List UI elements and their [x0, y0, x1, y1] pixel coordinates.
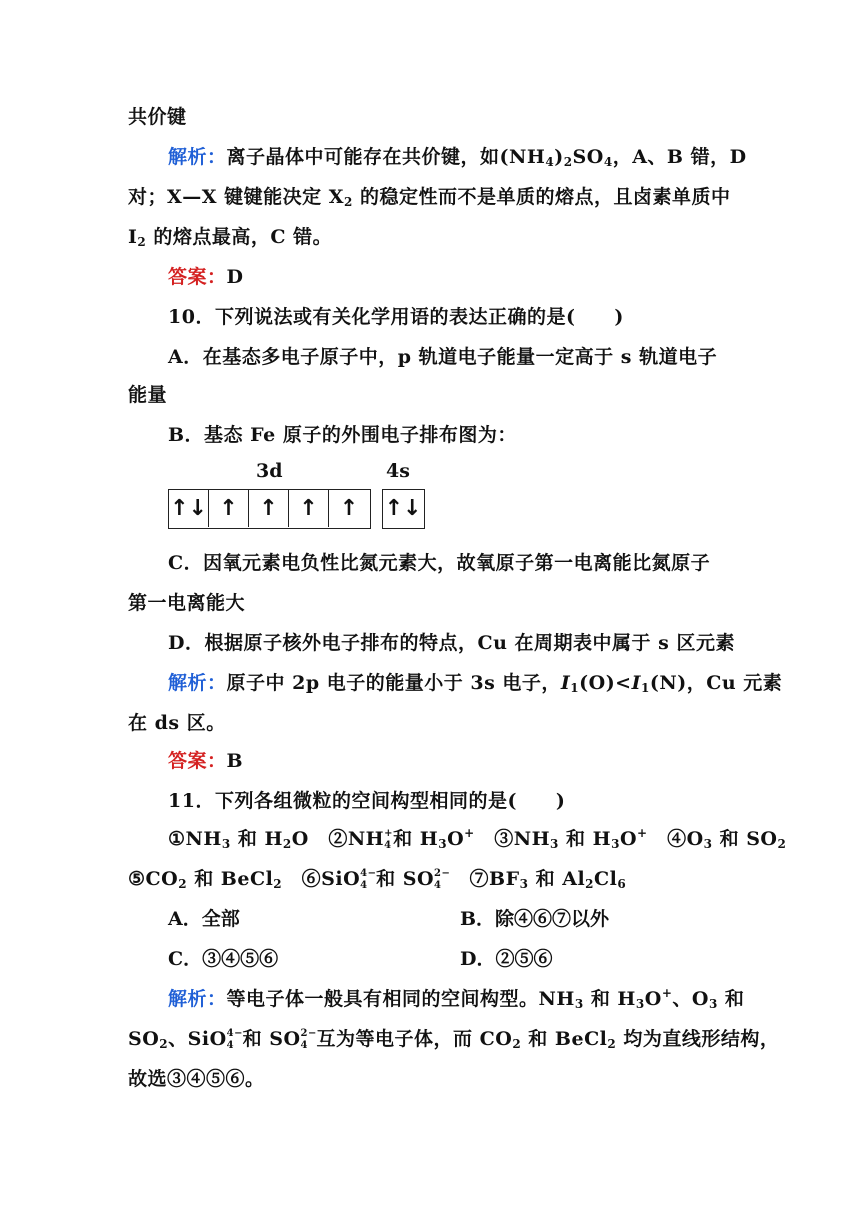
q11-groups-line-2: $⑤CO_2$ 和 BeCl$_2$ ⑥SiO 4− 4 和 SO 2− 4 $⑦BF_3$ 和 $Al_2Cl_6$	[128, 868, 627, 891]
orbital-box: ↑↓	[169, 490, 209, 527]
q10-option-d: D．根据原子核外电子排布的特点，Cu 在周期表中属于 s 区元素	[168, 632, 735, 654]
orbital-4s-diagram	[382, 489, 425, 529]
orbital-box: ↑	[339, 496, 359, 521]
orbital-box: ↑↓	[384, 496, 422, 521]
q9-explanation-line-1: 解析：离子晶体中可能存在共价键，如$(NH_4)_2SO_4$，A、B 错，D	[168, 146, 747, 169]
q10-answer: 答案：B	[168, 750, 244, 772]
text-line: 共价键	[128, 106, 187, 128]
explanation-label: 解析：	[168, 672, 227, 694]
explanation-label: 解析：	[168, 988, 227, 1010]
orbital-box: ↑	[289, 490, 329, 527]
q11-explanation-line-3: 故选③④⑤⑥。	[128, 1068, 265, 1090]
orbital-box: ↑	[249, 490, 289, 527]
q10-option-c: C．因氧元素电负性比氮元素大，故氧原子第一电离能比氮原子	[168, 552, 711, 574]
q11-stem: 11．下列各组微粒的空间构型相同的是( )	[168, 790, 566, 812]
q9-explanation-line-3: $I_2$ 的熔点最高，C 错。	[128, 226, 333, 249]
q11-groups-line-1: $①NH_3$ 和 $H_2O$ ②NH + 4 和 $H_3O^+$ $③NH_3$ 和 $H_3O^+$ $④O_3$ 和 $SO_2$	[168, 826, 787, 851]
q10-option-a-cont: 能量	[128, 384, 168, 406]
answer-label: 答案：	[168, 750, 227, 772]
answer-label: 答案：	[168, 266, 227, 288]
q10-explanation-line-2: 在 ds 区。	[128, 712, 226, 734]
q11-explanation-line-2: $SO_2$、SiO 4− 4 和 SO 2− 4 互为等电子体，而 $CO_2$ 和 BeCl$_2$ 均为直线形结构，	[128, 1028, 780, 1051]
q10-stem: 10．下列说法或有关化学用语的表达正确的是( )	[168, 306, 624, 328]
q9-explanation-line-2: 对；X—X 键键能决定 $X_2$ 的稳定性而不是单质的熔点，且卤素单质中	[128, 186, 731, 209]
orbital-box: ↑	[209, 490, 249, 527]
q10-option-c-cont: 第一电离能大	[128, 592, 246, 614]
orbital-3d-diagram	[168, 489, 371, 529]
q11-option-c: C．③④⑤⑥	[168, 948, 279, 970]
orbital-3d-label: 3d	[256, 460, 283, 482]
q11-option-d: D．②⑤⑥	[460, 948, 553, 970]
q11-option-b: B．除④⑥⑦以外	[460, 908, 610, 930]
orbital-4s-label: 4s	[386, 460, 410, 482]
q9-answer: 答案：D	[168, 266, 244, 288]
q10-option-a: A．在基态多电子原子中，p 轨道电子能量一定高于 s 轨道电子	[168, 346, 718, 368]
q10-option-b: B．基态 Fe 原子的外围电子排布图为：	[168, 424, 517, 446]
explanation-label: 解析：	[168, 146, 227, 168]
q10-explanation-line-1: 解析：原子中 2p 电子的能量小于 3s 电子，$I_1(O)<I_1(N)$，Cu 元素	[168, 672, 783, 695]
q11-explanation-line-1: 解析：等电子体一般具有相同的空间构型。$NH_3$ 和 $H_3O^+$、$O_3$ 和	[168, 986, 745, 1011]
q11-option-a: A．全部	[168, 908, 240, 930]
